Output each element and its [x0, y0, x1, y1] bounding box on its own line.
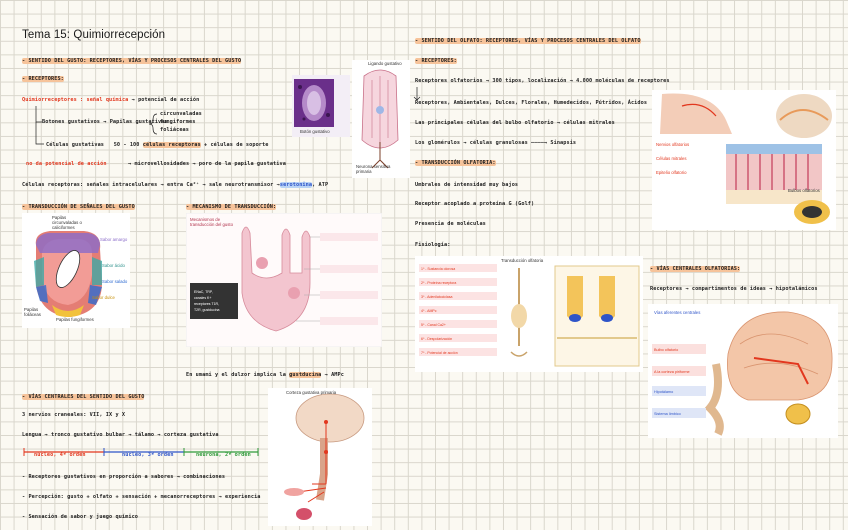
heading-olfato: - SENTIDO DEL OLFATO: RECEPTORES, VÍAS Y PROCESOS CENTRALES DEL OLFATO — [415, 38, 641, 44]
label-nervios-olfatorios: Nervios olfatorios — [656, 142, 690, 147]
transduction-title: Mecanismos de transducción del gusto — [190, 217, 233, 227]
heading-transduccion-olf: - TRANSDUCCIÓN OLFATORIA: — [415, 160, 496, 166]
taste-pathway-figure — [268, 388, 372, 526]
arrow-olf — [413, 86, 423, 102]
label-circunvaladas: circunvaladas o — [52, 220, 82, 225]
heading-vias-olf: - VÍAS CENTRALES OLFATORIAS: — [650, 266, 741, 272]
label-bulbos-olfatorios: Bulbos olfatorios — [788, 188, 820, 193]
taste-bud-image — [292, 75, 350, 137]
line-olf-1: Receptores olfatorios → 300 tipos, localización → 4.000 moléculas de receptores — [415, 78, 670, 84]
svg-text:ENaC, TRP,: ENaC, TRP, — [194, 290, 213, 294]
taste-cell-drawing — [352, 60, 410, 178]
transduction-figure — [186, 213, 382, 347]
label-caliciformes: caliciformes — [52, 225, 75, 230]
taste-pathway-drawing — [268, 388, 372, 526]
line-umami: En umami y el dulzor implica la gustducina → AMPc — [186, 372, 344, 378]
label-sabor-amargo: Sabor amargo — [100, 237, 128, 242]
line-botones: Botones gustativos → Papilas gustativas — [42, 119, 168, 125]
label-sabor-acido: Sabor ácido — [102, 263, 125, 268]
label-nucleo-4: núcleo, 4ª orden — [34, 452, 86, 458]
svg-text:Hipotálamo: Hipotálamo — [654, 390, 674, 394]
line-quimio: Quimiorreceptores : señal química → potencial de acción — [22, 97, 200, 103]
label-neurona-sensitiva: Neurona sensitiva primaria — [356, 164, 391, 174]
svg-text:5º - Canal Ca2+: 5º - Canal Ca2+ — [421, 323, 446, 327]
svg-text:T2R, gustducina: T2R, gustducina — [194, 308, 220, 312]
brain-drawing — [648, 304, 838, 438]
svg-text:receptores T1R,: receptores T1R, — [194, 302, 220, 306]
line-lengua: Lengua → tronco gustativo bulbar → tálamo → corteza gustativa — [22, 432, 219, 438]
svg-text:7º - Potencial de acción: 7º - Potencial de acción — [421, 351, 458, 355]
svg-text:Bulbo olfatorio: Bulbo olfatorio — [654, 348, 679, 352]
line-presencia: Presencia de moléculas — [415, 221, 486, 227]
bullet-receptores-gustativos: - Receptores gustativos en proporción a sabores → combinaciones — [22, 474, 226, 480]
svg-text:6º - Despolarización: 6º - Despolarización — [421, 337, 453, 341]
heading-receptores: - RECEPTORES: — [22, 76, 64, 82]
svg-text:Sistema límbico: Sistema límbico — [654, 412, 681, 416]
heading-transduccion-gusto: - TRANSDUCCIÓN DE SEÑALES DEL GUSTO — [22, 204, 135, 210]
label-boton-gustativo: Botón gustativo — [300, 129, 330, 134]
note-potencial: no da potencial de acción — [26, 161, 107, 167]
line-celrec: Células receptoras: señales intracelulares → entra Ca²⁺ → sale neurotransmisor →serotonina, ATP — [22, 182, 329, 188]
brain-figure-title: Vías aferentes centrales — [654, 310, 701, 315]
svg-text:canales K+: canales K+ — [194, 296, 212, 300]
bullet-percepcion: - Percepción: gusto + olfato + sensación + mecanorreceptores → experiencia — [22, 494, 261, 500]
transduction-drawing — [186, 213, 382, 347]
line-receptor-g: Receptor acoplado a proteína G (Golf) — [415, 201, 535, 207]
line-vias-olf: Receptores → compartimentos de ideas → hipotalámicos — [650, 286, 818, 292]
line-fisiologia: Fisiología: — [415, 242, 451, 248]
line-umbrales: Umbrales de intensidad muy bajos — [415, 182, 519, 188]
label-epitelio-olfatorio: Epitelio olfatorio — [656, 170, 687, 175]
papila-fungiformes: fungiformes — [160, 119, 196, 125]
tongue-figure — [22, 213, 130, 328]
heading-gusto: - SENTIDO DEL GUSTO: RECEPTORES, VÍAS Y PROCESOS CENTRALES DEL GUSTO — [22, 58, 242, 64]
line-olf-3: Las principales células del bulbo olfatorio → células mitrales — [415, 120, 615, 126]
olfactory-figure — [652, 90, 836, 230]
line-celulas: Células gustativas 50 - 100 células receptoras + células de soporte — [46, 142, 269, 148]
olfactory-pathway-figure — [648, 304, 838, 438]
label-neurona-2: neurona, 2ª orden — [196, 452, 251, 458]
bullet-sensacion: - Sensación de sabor y juego químico — [22, 514, 139, 520]
svg-text:A la corteza piriforme: A la corteza piriforme — [654, 370, 690, 374]
page-title: Tema 15: Quimiorrecepción — [22, 29, 166, 41]
olfactory-transduction-drawing — [415, 256, 643, 372]
line-microvell: → microvellosidades → poro de la papila gustativa — [128, 161, 286, 167]
heading-vias-gusto: - VÍAS CENTRALES DEL SENTIDO DEL GUSTO — [22, 394, 145, 400]
svg-text:4º - AMPc: 4º - AMPc — [421, 309, 437, 313]
svg-text:1º - Sustancia olorosa: 1º - Sustancia olorosa — [421, 267, 456, 271]
label-papilas: Papilas — [52, 215, 67, 220]
line-olf-4: Los glomérulos → células granulosas ————→ Sinapsis — [415, 140, 577, 146]
heading-receptores-olf: - RECEPTORES: — [415, 58, 457, 64]
label-celulas-mitrales: Células mitrales — [656, 156, 687, 161]
svg-text:2º - Proteína receptora: 2º - Proteína receptora — [421, 281, 457, 285]
olfactory-transduction-figure — [415, 256, 643, 372]
papila-foliaceas: foliáceas — [160, 127, 190, 133]
heading-mecanismo: - MECANISMO DE TRANSDUCCIÓN: — [186, 204, 277, 210]
olf-transduction-title: Transducción olfatoria — [501, 258, 544, 263]
label-papilas-fungiformes: Papilas fungiformes — [56, 317, 94, 322]
svg-text:3º - Adenilatociclasa: 3º - Adenilatociclasa — [421, 295, 453, 299]
line-olf-2: Receptores, Ambientales, Dulces, Florales, Humedecidos, Pútridos, Ácidos — [415, 100, 648, 106]
label-corteza-gustativa: Corteza gustativa primaria — [286, 390, 337, 395]
label-sabor-salado: Sabor salado — [102, 279, 128, 284]
line-nervios: 3 nervios craneales: VII, IX y X — [22, 412, 126, 418]
label-ligando: Ligando gustativo — [368, 61, 402, 66]
label-sabor-dulce: Sabor dulce — [92, 295, 115, 300]
label-papilas-foliaceas: Papilas foliáceas — [24, 307, 41, 317]
taste-cell-diagram — [352, 60, 410, 178]
taste-bud-histology — [292, 75, 350, 137]
papila-circunvaladas: circunvaladas — [160, 111, 202, 117]
label-nucleo-3: núcleo, 3ª orden — [122, 452, 174, 458]
